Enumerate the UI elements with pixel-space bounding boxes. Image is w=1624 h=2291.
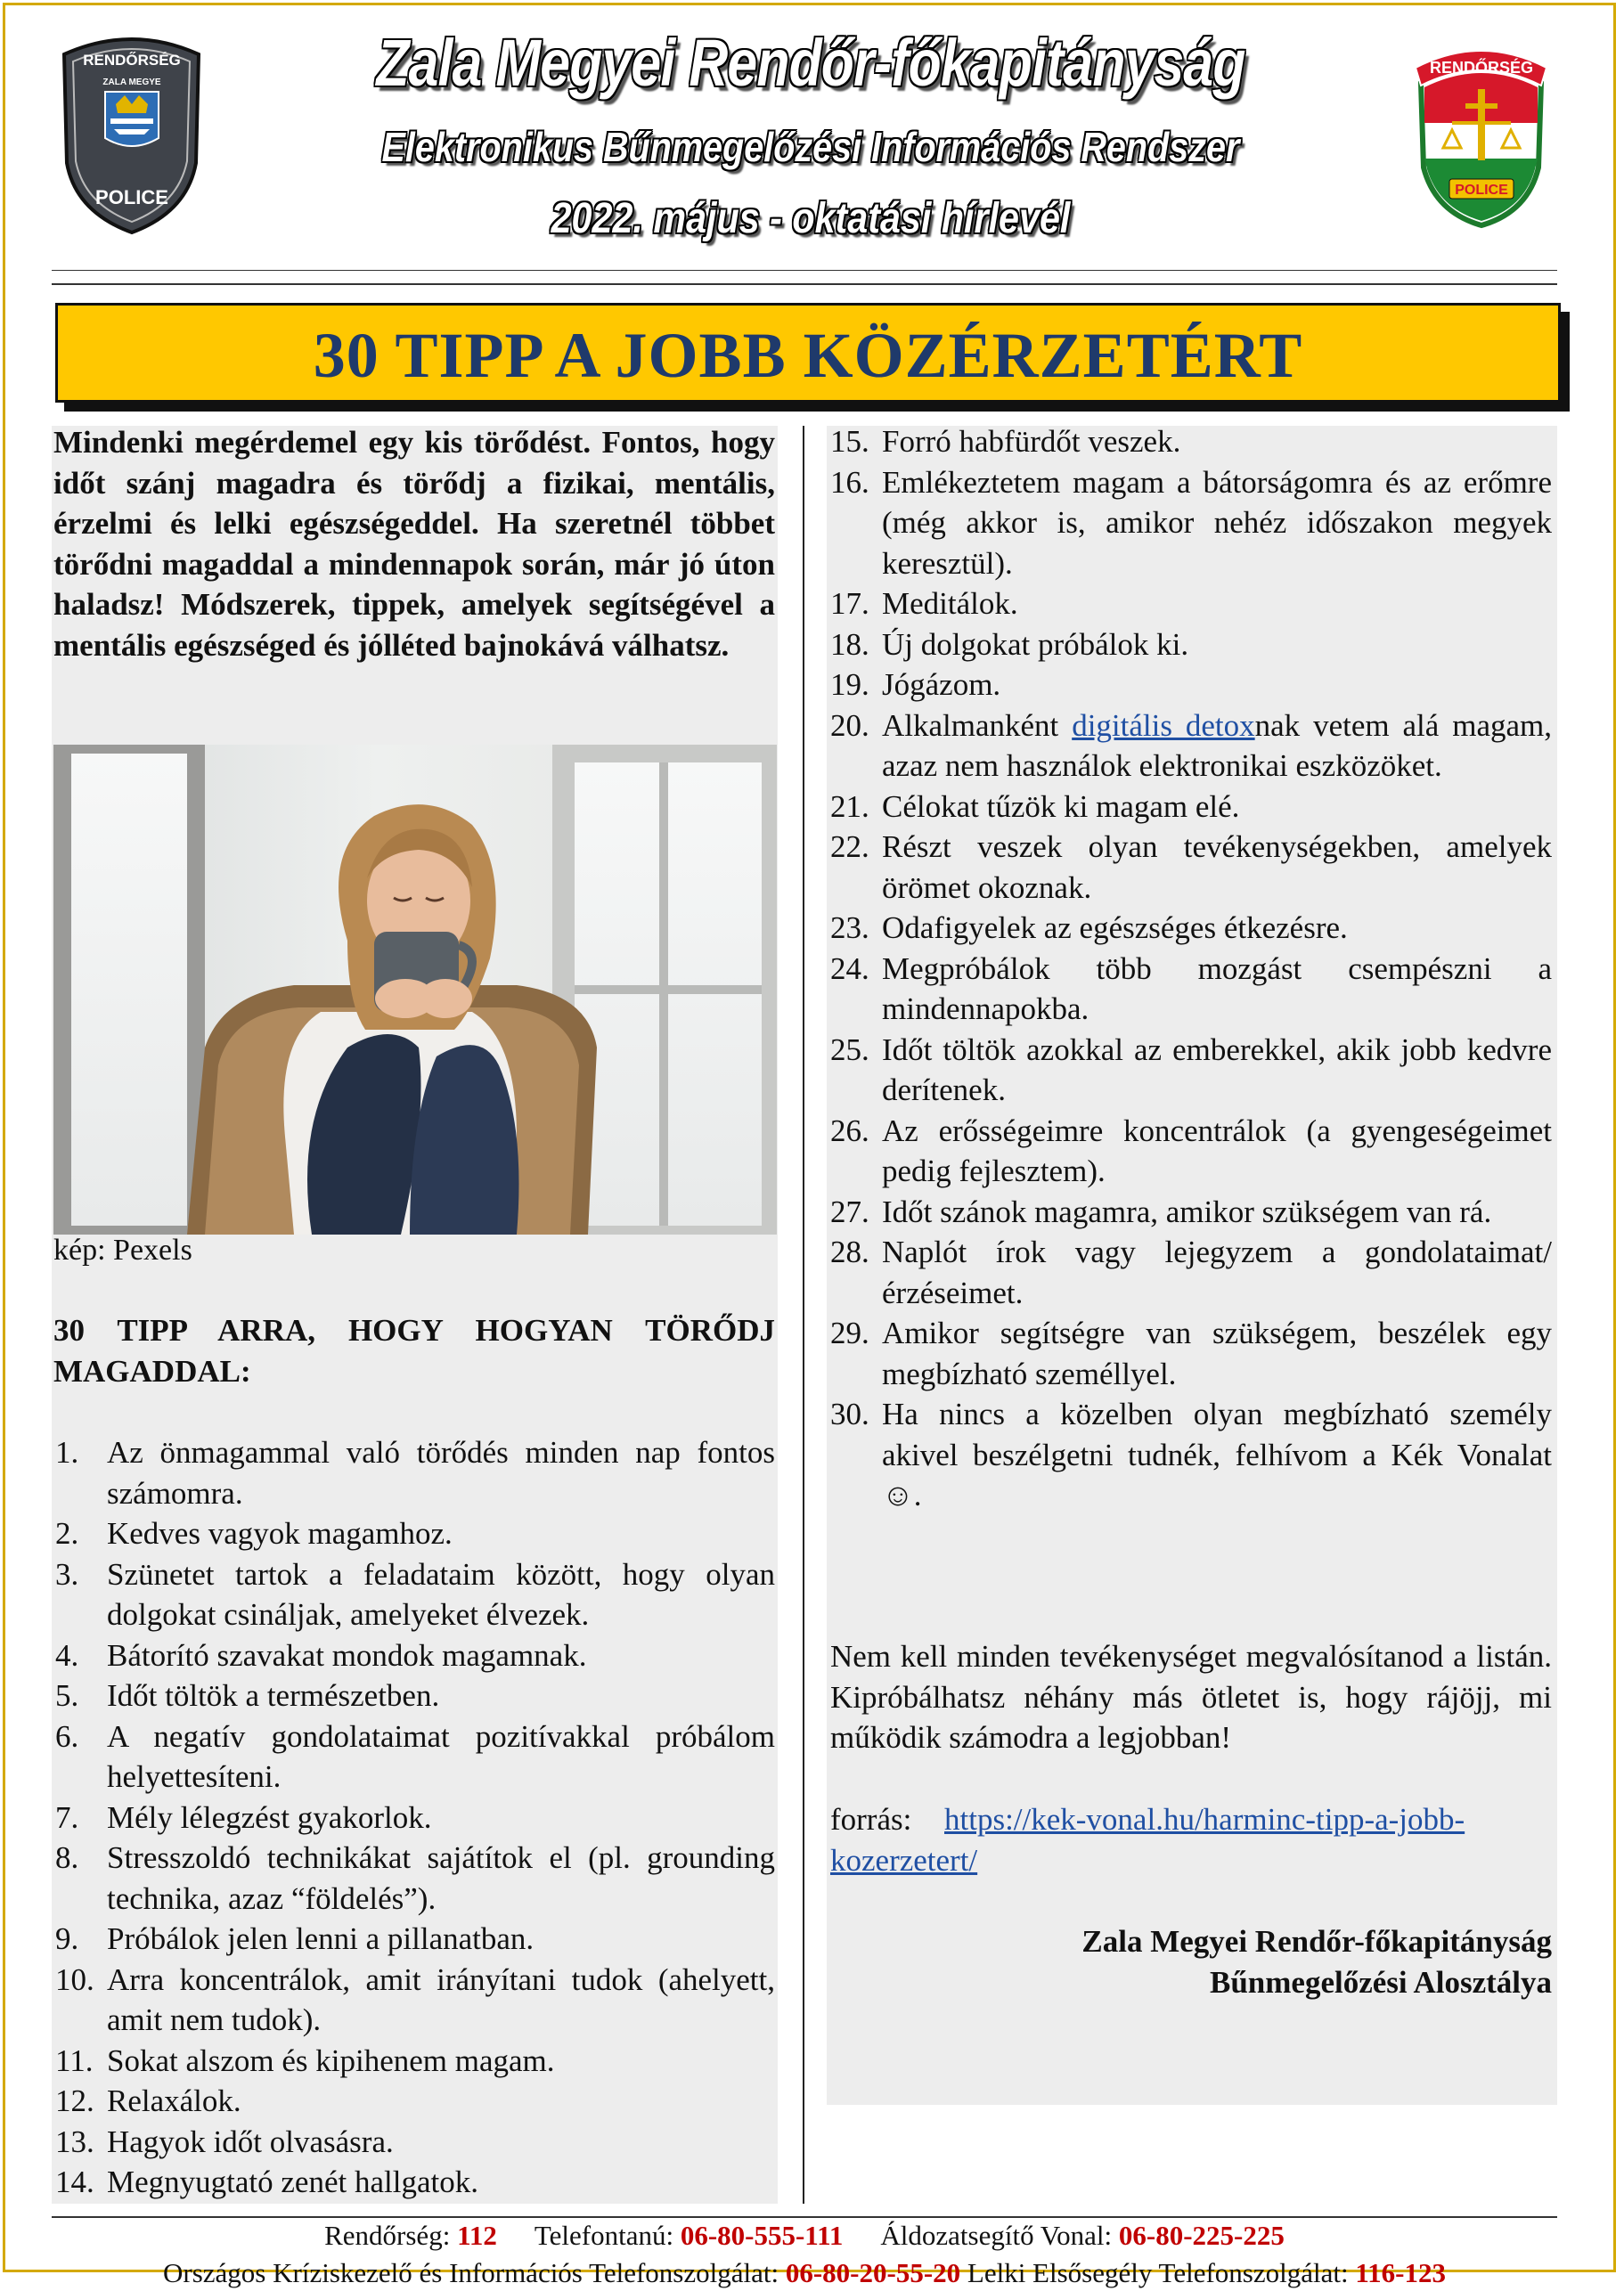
crisis-number: 06-80-20-55-20 <box>785 2257 961 2288</box>
header-subtitle: Elektronikus Bűnmegelőzési Információs Rendszer <box>381 124 1240 170</box>
list-item: 8. Stresszoldó technikákat sajátítok el (pl. grounding technika, azaz “földelés”). <box>55 1840 775 1916</box>
signature-line-1: Zala Megyei Rendőr-főkapitányság <box>1081 1924 1552 1959</box>
police-number: 112 <box>457 2220 497 2251</box>
header-rule <box>52 270 1557 271</box>
list-item: 27. Időt szánok magamra, amikor szükségem van rá. <box>830 1194 1492 1229</box>
list-item: 15. Forró habfürdőt veszek. <box>830 424 1181 459</box>
list-item: 19. Jógázom. <box>830 667 1001 702</box>
closing-paragraph: Nem kell minden tevékenységet megvalósítanod a listán. Kipróbálhatsz néhány más ötletet is, hogy rájöjj, mi működik számodra a legjobban! <box>830 1639 1552 1755</box>
list-item: 18. Új dolgokat próbálok ki. <box>830 626 1189 662</box>
signature-line-2: Bűnmegelőzési Alosztálya <box>1210 1964 1552 2000</box>
source-line <box>830 1799 1552 1880</box>
list-item: 13. Hagyok időt olvasásra. <box>55 2124 394 2159</box>
tips-list-right <box>830 421 1552 1516</box>
list-item: 7. Mély lélegzést gyakorlok. <box>55 1799 432 1835</box>
list-item: 21. Célokat tűzök ki magam elé. <box>830 788 1240 824</box>
list-item: 3. Szünetet tartok a feladataim között, hogy olyan dolgokat csináljak, amelyeket élvezek. <box>55 1556 775 1632</box>
list-item: 20. Alkalmanként digitális detoxnak vetem alá magam, azaz nem használok elektronikai eszközöket. <box>830 707 1552 783</box>
list-item: 2. Kedves vagyok magamhoz. <box>55 1516 453 1551</box>
digital-detox-link[interactable]: digitális detox <box>1072 707 1255 743</box>
header-title: Zala Megyei Rendőr-főkapitányság <box>376 26 1245 100</box>
svg-text:POLICE: POLICE <box>1455 183 1508 198</box>
list-item: 23. Odafigyelek az egészséges étkezésre. <box>830 910 1348 945</box>
police-badge-right-logo <box>1403 34 1559 230</box>
witness-number: 06-80-555-111 <box>680 2220 844 2251</box>
list-item: 9. Próbálok jelen lenni a pillanatban. <box>55 1921 535 1956</box>
list-item: 26. Az erősségeimre koncentrálok (a gyengeségeimet pedig fejlesztem). <box>830 1113 1552 1188</box>
footer-hotlines: Rendőrség: 112 Telefontanú: 06-80-555-111 Áldozatsegítő Vonal: 06-80-225-225 <box>324 2220 1285 2251</box>
tips-subheading: 30 TIPP ARRA, HOGY HOGYAN TÖRŐDJ MAGADDAL: <box>53 1313 775 1389</box>
svg-text:RENDŐRSÉG: RENDŐRSÉG <box>1429 59 1534 77</box>
list-item: 5. Időt töltök a természetben. <box>55 1678 440 1713</box>
list-item: 25. Időt töltök azokkal az emberekkel, akik jobb kedvre derítenek. <box>830 1031 1552 1107</box>
list-item: 14. Megnyugtató zenét hallgatok. <box>55 2165 478 2199</box>
list-item: 30. Ha nincs a közelben olyan megbízható személy akivel beszélgetni tudnék, felhívom a Kék Vonalat ☺. <box>830 1397 1552 1512</box>
banner-title: 30 TIPP A JOBB KÖZÉRZETÉRT <box>313 320 1303 391</box>
header-issue: 2022. május - oktatási hírlevél <box>551 195 1071 242</box>
list-item: 11. Sokat alszom és kipihenem magam. <box>55 2042 555 2078</box>
tips-list-left <box>55 1432 775 2203</box>
list-item: 22. Részt veszek olyan tevékenységekben, amelyek örömet okoznak. <box>830 829 1552 905</box>
column-divider <box>803 426 804 2204</box>
intro-paragraph: Mindenki megérdemel egy kis törődést. Fontos, hogy időt szánj magadra és törődj a fizikai, mentális, érzelmi és lelki egészségeddel. Ha szeretnél többet törődni magaddal a mindennapok során, már jó úton haladsz! Módszerek, tippek, amelyek segítségével a mentális egészséged és jólléted bajnokává válhatsz. <box>53 425 775 663</box>
signature <box>830 1921 1552 2002</box>
footer-helplines: Országos Kríziskezelő és Információs Telefonszolgálat: 06-80-20-55-20 Lelki Elsősegély Telefonszolgálat: 116-123 <box>163 2257 1446 2288</box>
svg-text:POLICE: POLICE <box>95 186 168 208</box>
title-banner <box>55 303 1561 403</box>
source-label: forrás: <box>830 1802 912 1837</box>
list-item: 16. Emlékeztetem magam a bátorságomra és az erőmre (még akkor is, amikor nehéz időszakon megyek keresztül). <box>830 464 1552 581</box>
list-item: 28. Naplót írok vagy lejegyzem a gondolataimat/érzéseimet. <box>830 1235 1552 1310</box>
list-item: 12. Relaxálok. <box>55 2083 241 2118</box>
list-item: 10. Arra koncentrálok, amit irányítani tudok (ahelyett, amit nem tudok). <box>55 1961 775 2037</box>
list-item: 24. Megpróbálok több mozgást csempészni a mindennapokba. <box>830 950 1552 1026</box>
photo-caption: kép: Pexels <box>53 1234 192 1267</box>
svg-text:RENDŐRSÉG: RENDŐRSÉG <box>83 52 181 69</box>
svg-text:ZALA MEGYE: ZALA MEGYE <box>102 77 161 87</box>
list-item: 29. Amikor segítségre van szükségem, beszélek egy megbízható személlyel. <box>830 1316 1552 1391</box>
woman-with-mug-photo <box>53 745 777 1235</box>
header-rule-thick <box>52 283 1557 285</box>
list-item: 1. Az önmagammal való törődés minden nap fontos számomra. <box>55 1435 775 1511</box>
list-item: 17. Meditálok. <box>830 586 1018 621</box>
source-link[interactable]: https://kek-vonal.hu/harminc-tipp-a-jobb-kozerzetert/ <box>830 1802 1465 1878</box>
list-item: 6. A negatív gondolataimat pozitívakkal próbálom helyettesíteni. <box>55 1718 775 1794</box>
victim-support-number: 06-80-225-225 <box>1118 2220 1285 2251</box>
header <box>0 0 1624 267</box>
list-item: 4. Bátorító szavakat mondok magamnak. <box>55 1637 587 1673</box>
first-aid-number: 116-123 <box>1355 2257 1446 2288</box>
police-badge-left-logo <box>53 29 209 236</box>
